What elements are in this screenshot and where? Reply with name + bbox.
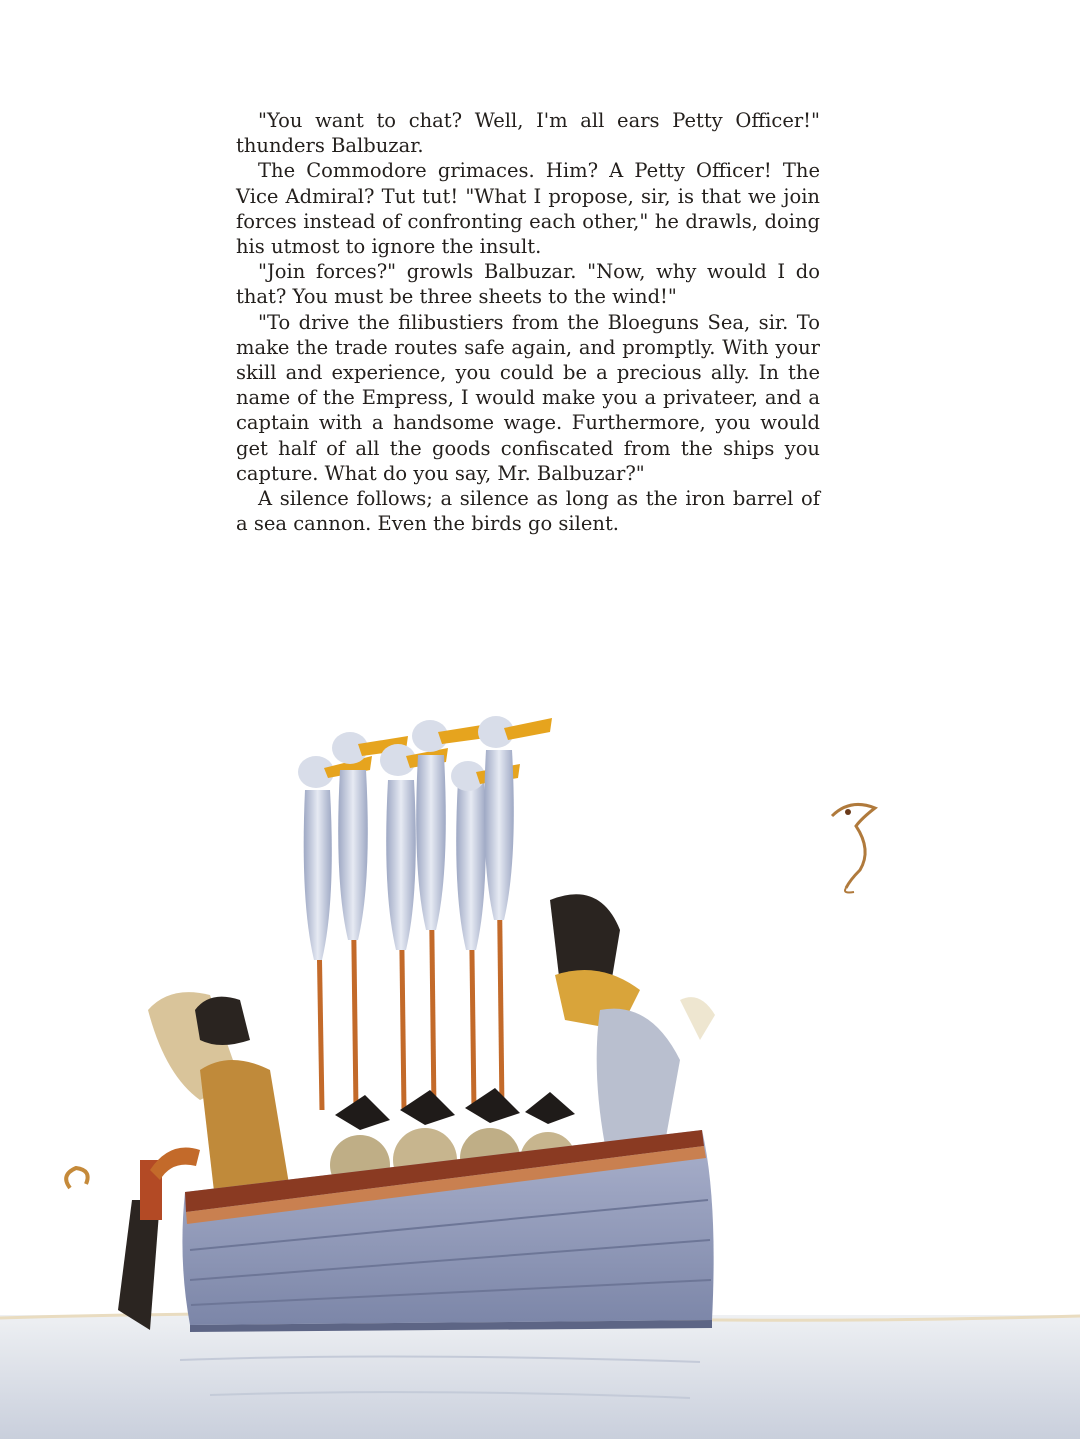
paragraph-2: The Commodore grimaces. Him? A Petty Officer! The Vice Admiral? Tut tut! "What I propose, sir, is that we join forces instead of confronting each other," he drawls, doing his utmost to ignore the insult. <box>236 159 820 259</box>
story-text <box>236 108 820 536</box>
paragraph-5: A silence follows; a silence as long as the iron barrel of a sea cannon. Even the birds go silent. <box>236 487 820 536</box>
flying-bird <box>832 804 875 892</box>
boat-illustration <box>0 690 1080 1439</box>
sea <box>0 1314 1080 1439</box>
paragraph-4: "To drive the filibustiers from the Bloeguns Sea, sir. To make the trade routes safe again, and promptly. With your skill and experience, you could be a precious ally. In the name of the Empress, I would make you a privateer, and a captain with a handsome wage. Furthermore, you would get half of all the goods confiscated from the ships you capture. What do you say, Mr. Balbuzar?" <box>236 310 820 485</box>
paragraph-3: "Join forces?" growls Balbuzar. "Now, why would I do that? You must be three sheets to the wind!" <box>236 260 820 309</box>
rudder-oar <box>66 1148 200 1331</box>
paragraph-1: "You want to chat? Well, I'm all ears Petty Officer!" thunders Balbuzar. <box>236 109 820 158</box>
raised-oars <box>298 716 552 1110</box>
